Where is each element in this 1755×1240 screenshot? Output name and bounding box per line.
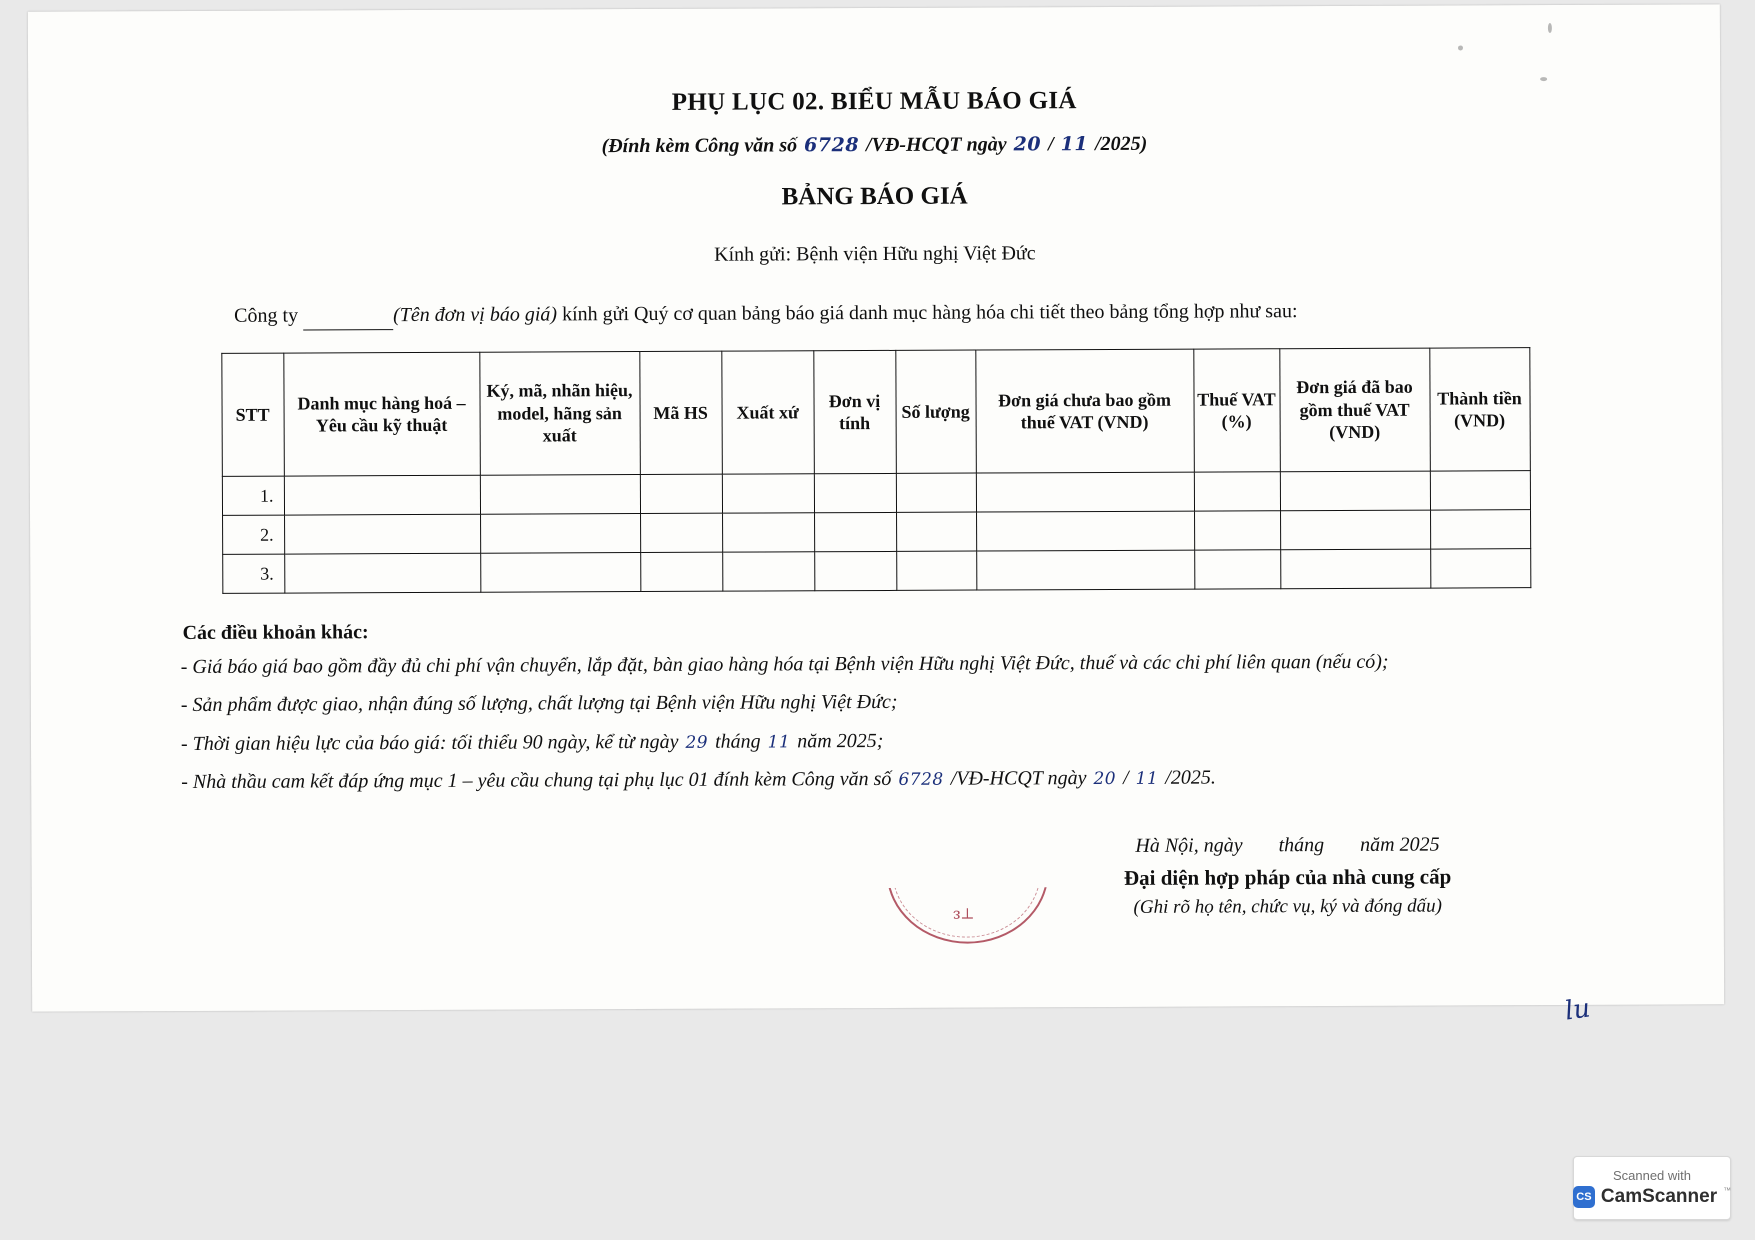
table-header-row bbox=[221, 348, 1530, 477]
signature-month-label: tháng bbox=[1278, 833, 1325, 856]
signature-place-prefix: Hà Nội, ngày bbox=[1135, 833, 1243, 857]
watermark-trademark: ™ bbox=[1723, 1186, 1732, 1195]
term-item-2: - Sản phẩm được giao, nhận đúng số lượng, chất lượng tại Bệnh viện Hữu nghị Việt Đức; bbox=[180, 691, 898, 717]
cell-item-name[interactable] bbox=[284, 553, 480, 593]
cell-unit-price-incl-vat[interactable] bbox=[1280, 549, 1430, 589]
signature-year-label: năm 2025 bbox=[1360, 833, 1440, 856]
cell-hs-code[interactable] bbox=[640, 552, 722, 591]
red-stamp-mark bbox=[887, 887, 1047, 948]
column-header-unit-price-excl-vat: Đơn giá chưa bao gồm thuế VAT (VND) bbox=[975, 349, 1194, 473]
page-title: PHỤ LỤC 02. BIỂU MẪU BÁO GIÁ bbox=[671, 87, 1077, 116]
term-item-4 bbox=[181, 760, 1603, 799]
cell-vat-rate[interactable] bbox=[1194, 511, 1280, 550]
term-3-prefix: - Thời gian hiệu lực của báo giá: tối thiểu 90 ngày, kể từ ngày bbox=[180, 730, 679, 755]
signature-ink-mark: lu bbox=[1562, 993, 1592, 1027]
column-header-origin: Xuất xứ bbox=[721, 351, 814, 474]
cell-origin[interactable] bbox=[722, 552, 814, 591]
intro-company-hint: (Tên đơn vị báo giá) bbox=[393, 303, 558, 327]
column-header-item-name: Danh mục hàng hoá – Yêu cầu kỹ thuật bbox=[283, 352, 480, 476]
column-header-brand-model: Ký, mã, nhãn hiệu, model, hãng sản xuất bbox=[479, 352, 640, 476]
company-name-blank bbox=[303, 314, 393, 330]
cell-brand-model[interactable] bbox=[480, 475, 640, 515]
watermark-top-text: Scanned with bbox=[1612, 1168, 1692, 1183]
column-header-unit-price-incl-vat: Đơn giá đã bao gồm thuế VAT (VND) bbox=[1279, 348, 1430, 472]
term-4-mid: /VĐ-HCQT ngày bbox=[950, 767, 1087, 790]
signature-block bbox=[31, 832, 1723, 923]
column-header-total-amount: Thành tiền (VND) bbox=[1429, 348, 1530, 471]
term-4-number-handwritten: 6728 bbox=[898, 769, 944, 791]
cell-brand-model[interactable] bbox=[480, 553, 640, 593]
term-4-month-handwritten: 11 bbox=[1135, 768, 1159, 790]
column-header-stt: STT bbox=[221, 353, 284, 476]
signature-role: Đại diện hợp pháp của nhà cung cấp bbox=[1123, 864, 1452, 890]
cell-hs-code[interactable] bbox=[640, 513, 722, 552]
document-reference-line bbox=[28, 130, 1720, 160]
row-number: 1. bbox=[222, 476, 284, 515]
cell-quantity[interactable] bbox=[896, 512, 976, 551]
cell-brand-model[interactable] bbox=[480, 514, 640, 554]
camscanner-watermark bbox=[1573, 1156, 1731, 1220]
page-content bbox=[28, 4, 1724, 1011]
reference-prefix: (Đính kèm Công văn số bbox=[601, 134, 798, 158]
term-4-year: /2025. bbox=[1165, 766, 1216, 789]
scan-speck bbox=[1548, 23, 1552, 33]
form-title: BẢNG BÁO GIÁ bbox=[781, 182, 968, 211]
watermark-app-name: CamScanner bbox=[1600, 1186, 1718, 1207]
reference-slash: / bbox=[1047, 133, 1054, 156]
term-4-slash: / bbox=[1123, 767, 1129, 790]
cell-unit[interactable] bbox=[814, 512, 896, 551]
row-number: 3. bbox=[222, 554, 284, 593]
cell-item-name[interactable] bbox=[284, 514, 480, 554]
term-4-day-handwritten: 20 bbox=[1093, 769, 1117, 790]
column-header-hs-code: Mã HS bbox=[639, 351, 722, 474]
signature-note: (Ghi rõ họ tên, chức vụ, ký và đóng dấu) bbox=[1133, 895, 1443, 918]
term-item-3 bbox=[181, 722, 1603, 761]
cell-vat-rate[interactable] bbox=[1194, 472, 1280, 511]
reference-year: /2025) bbox=[1095, 132, 1148, 156]
row-number: 2. bbox=[222, 515, 284, 554]
signature-place-date bbox=[851, 832, 1723, 859]
column-header-quantity: Số lượng bbox=[895, 350, 976, 473]
cell-hs-code[interactable] bbox=[640, 474, 722, 513]
table-row bbox=[222, 471, 1530, 516]
scanned-page bbox=[28, 4, 1724, 1011]
term-4-prefix: - Nhà thầu cam kết đáp ứng mục 1 – yêu cầu chung tại phụ lục 01 đính kèm Công văn số bbox=[181, 768, 892, 794]
cell-total-amount[interactable] bbox=[1430, 471, 1530, 510]
cell-unit-price-excl-vat[interactable] bbox=[976, 550, 1194, 590]
cell-unit-price-excl-vat[interactable] bbox=[976, 511, 1194, 551]
reference-mid: /VĐ-HCQT ngày bbox=[865, 133, 1007, 157]
scan-speck bbox=[1458, 45, 1463, 50]
cell-total-amount[interactable] bbox=[1430, 549, 1530, 588]
column-header-vat-rate: Thuế VAT (%) bbox=[1193, 349, 1280, 472]
watermark-brand bbox=[1573, 1186, 1731, 1208]
cell-quantity[interactable] bbox=[896, 551, 976, 590]
cell-unit-price-incl-vat[interactable] bbox=[1280, 510, 1430, 550]
cell-unit-price-excl-vat[interactable] bbox=[976, 472, 1194, 512]
cell-origin[interactable] bbox=[722, 513, 814, 552]
terms-list bbox=[31, 644, 1724, 799]
terms-heading: Các điều khoản khác: bbox=[182, 621, 369, 645]
quotation-table bbox=[221, 347, 1531, 594]
reference-day-handwritten: 20 bbox=[1013, 133, 1042, 156]
intro-paragraph bbox=[29, 294, 1721, 331]
stamp-text: ᴈ⊥ bbox=[952, 904, 975, 923]
table-row bbox=[222, 549, 1530, 594]
scan-speck bbox=[1540, 77, 1547, 81]
cell-unit[interactable] bbox=[814, 473, 896, 512]
cell-unit-price-incl-vat[interactable] bbox=[1280, 471, 1430, 511]
cell-unit[interactable] bbox=[814, 551, 896, 590]
reference-month-handwritten: 11 bbox=[1060, 133, 1089, 156]
cell-vat-rate[interactable] bbox=[1194, 550, 1280, 589]
cell-total-amount[interactable] bbox=[1430, 510, 1530, 549]
table-row bbox=[222, 510, 1530, 555]
reference-number-handwritten: 6728 bbox=[804, 134, 860, 157]
intro-rest: kính gửi Quý cơ quan bảng báo giá danh mục hàng hóa chi tiết theo bảng tổng hợp như sau: bbox=[556, 300, 1298, 326]
term-3-year: năm 2025; bbox=[797, 729, 884, 753]
camscanner-logo-icon: CS bbox=[1573, 1186, 1595, 1208]
term-3-day-handwritten: 29 bbox=[685, 732, 709, 753]
cell-item-name[interactable] bbox=[284, 475, 480, 515]
cell-quantity[interactable] bbox=[896, 473, 976, 512]
term-3-month-label: tháng bbox=[715, 730, 761, 753]
cell-origin[interactable] bbox=[722, 474, 814, 513]
term-item-1: - Giá báo giá bao gồm đầy đủ chi phí vận chuyển, lắp đặt, bàn giao hàng hóa tại Bệnh viện Hữu nghị Việt Đức, thuế và các chi phí liên quan (nếu có); bbox=[180, 650, 1389, 679]
term-3-month-handwritten: 11 bbox=[767, 732, 791, 753]
recipient-line: Kính gửi: Bệnh viện Hữu nghị Việt Đức bbox=[714, 242, 1036, 266]
column-header-unit: Đơn vị tính bbox=[813, 350, 896, 473]
intro-company-label: Công ty bbox=[234, 304, 299, 327]
